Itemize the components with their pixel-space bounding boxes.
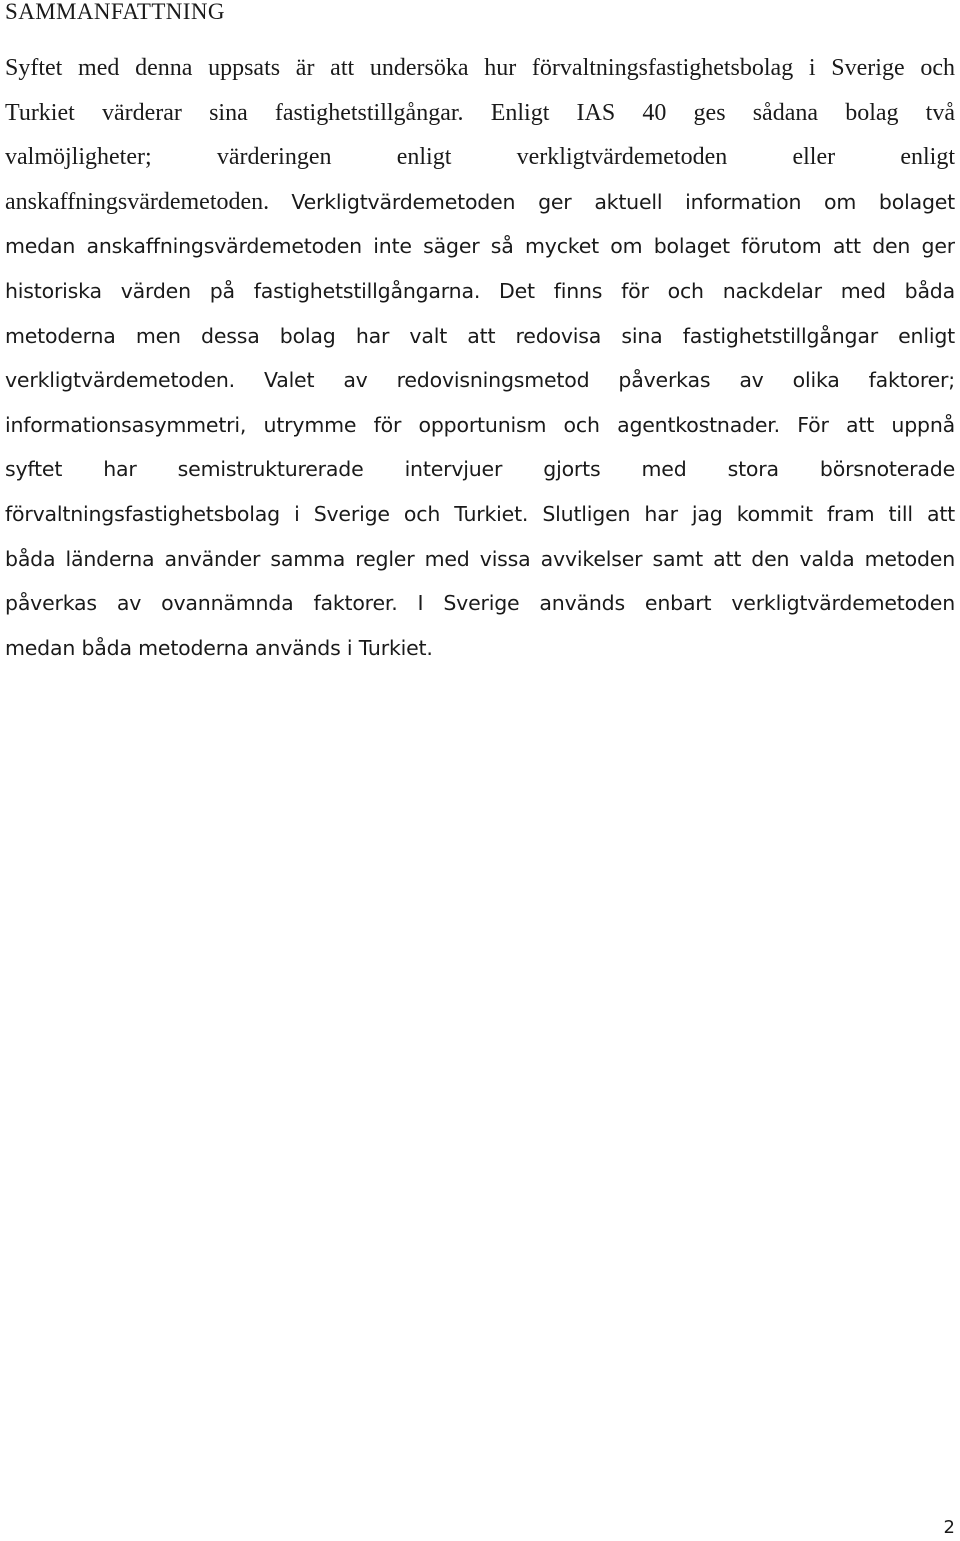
text-line-9: informationsasymmetri, utrymme för opportunism och agentkostnader. För att uppnå bbox=[5, 412, 955, 437]
page-number: 2 bbox=[943, 1517, 955, 1538]
text-line-11: förvaltningsfastighetsbolag i Sverige och Turkiet. Slutligen har jag kommit fram till att bbox=[5, 501, 955, 526]
text-line-8: verkligtvärdemetoden. Valet av redovisningsmetod påverkas av olika faktorer; bbox=[5, 368, 955, 393]
abstract-body bbox=[5, 46, 955, 670]
text-line-12: båda länderna använder samma regler med vissa avvikelser samt att den valda metoden bbox=[5, 546, 955, 571]
page-title: SAMMANFATTNING bbox=[5, 0, 225, 24]
text-line-4-sans: Verkligtvärdemetoden ger aktuell information om bolaget bbox=[291, 189, 955, 214]
text-line-6: historiska värden på fastighetstillgångarna. Det finns för och nackdelar med båda bbox=[5, 278, 955, 303]
text-line-10: syftet har semistrukturerade intervjuer gjorts med stora börsnoterade bbox=[5, 457, 955, 482]
text-line-4 bbox=[5, 180, 955, 225]
text-line-13: påverkas av ovannämnda faktorer. I Sverige används enbart verkligtvärdemetoden bbox=[5, 591, 955, 616]
text-line-1: Syftet med denna uppsats är att undersöka hur förvaltningsfastighetsbolag i Sverige och bbox=[5, 55, 955, 81]
text-line-3: valmöjligheter; värderingen enligt verkligtvärdemetoden eller enligt bbox=[5, 144, 955, 171]
text-line-2: Turkiet värderar sina fastighetstillgångar. Enligt IAS 40 ges sådana bolag två bbox=[5, 99, 955, 126]
text-line-7: metoderna men dessa bolag har valt att redovisa sina fastighetstillgångar enligt bbox=[5, 323, 955, 348]
text-line-5: medan anskaffningsvärdemetoden inte säger så mycket om bolaget förutom att den ger bbox=[5, 234, 955, 259]
text-line-4-serif: anskaffningsvärdemetoden. bbox=[5, 188, 270, 215]
text-line-14: medan båda metoderna används i Turkiet. bbox=[5, 635, 433, 660]
